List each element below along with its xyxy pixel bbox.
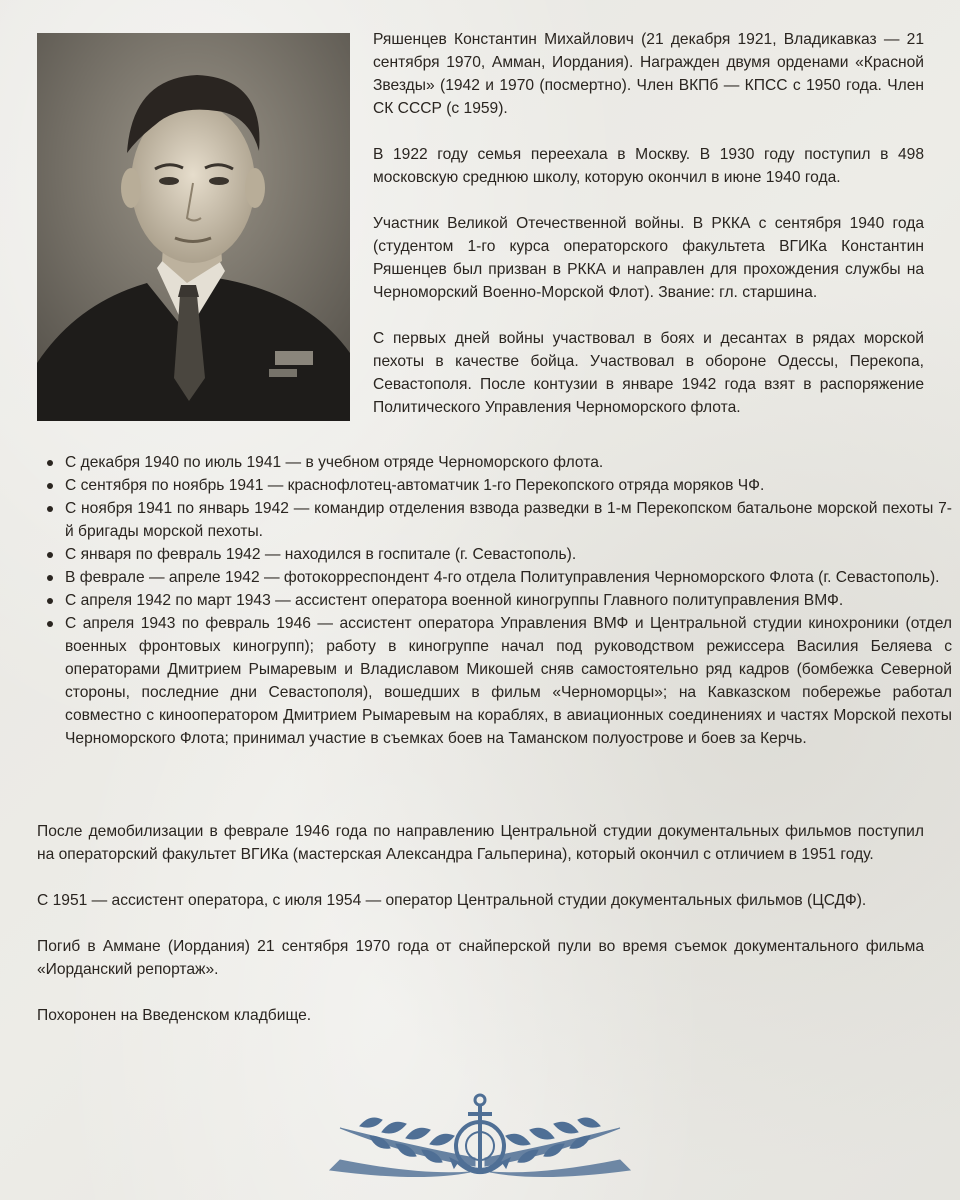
list-item: С ноября 1941 по январь 1942 — командир отделения взвода разведки в 1-м Перекопском батальоне морской пехоты 7-й бригады морской пехоты. [65, 497, 952, 543]
list-item: С апреля 1943 по февраль 1946 — ассистент оператора Управления ВМФ и Центральной студии кинохроники (отдел военных фронтовых киногрупп); работу в киногруппе начал под руководством режиссера Василия Беляева с операторами Дмитрием Рымаревым и Владиславом Микошей сняв самостоятельно ряд кадров (бомбежка Северной стороны, последние дни Севастополя), вошедших в фильм «Черноморцы»; на Кавказском побережье работал совместно с кинооператором Дмитрием Рымаревым на кораблях, в авиационных соединениях и частях Морской пехоты Черноморского Флота; принимал участие в съемках боев на Таманском полуострове и боев за Керчь. [65, 612, 952, 750]
service-list [37, 451, 952, 750]
closing-paragraph: Похоронен на Введенском кладбище. [37, 1007, 312, 1024]
list-item: С января по февраль 1942 — находился в госпитале (г. Севастополь). [65, 543, 952, 566]
list-item: С сентября по ноябрь 1941 — краснофлотец-автоматчик 1-го Перекопского отряда моряков ЧФ. [65, 474, 952, 497]
naval-anchor-laurel-ornament-icon [300, 1088, 660, 1184]
intro-paragraph: Участник Великой Отечественной войны. В РККА с сентября 1940 года (студентом 1-го курса операторского факультета ВГИКа Константин Ряшенцев был призван в РККА и направлен для прохождения службы на Черноморский Военно-Морской Флот). Звание: гл. старшина. [373, 215, 924, 301]
intro-text [373, 28, 924, 442]
portrait-image [37, 33, 350, 421]
closing-paragraph: Погиб в Аммане (Иордания) 21 сентября 1970 года от снайперской пули во время съемок документального фильма «Иорданский репортаж». [37, 938, 924, 978]
intro-paragraph: Ряшенцев Константин Михайлович (21 декабря 1921, Владикавказ — 21 сентября 1970, Амман, Иордания). Награжден двумя орденами «Красной Звезды» (1942 и 1970 (посмертно). Член ВКПб — КПСС с 1950 года. Член СК СССР (с 1959). [373, 31, 924, 117]
portrait-photo [37, 33, 350, 421]
closing-paragraph: С 1951 — ассистент оператора, с июля 1954 — оператор Центральной студии документальных фильмов (ЦСДФ). [37, 892, 867, 909]
intro-paragraph: С первых дней войны участвовал в боях и десантах в рядах морской пехоты в качестве бойца. Участвовал в обороне Одессы, Перекопа, Севастополя. После контузии в январе 1942 года взят в распоряжение Политического Управления Черноморского флота. [373, 330, 924, 416]
list-item: С апреля 1942 по март 1943 — ассистент оператора военной киногруппы Главного политуправления ВМФ. [65, 589, 952, 612]
closing-text [37, 820, 924, 1050]
closing-paragraph: После демобилизации в феврале 1946 года по направлению Центральной студии документальных фильмов поступил на операторский факультет ВГИКа (мастерская Александра Гальперина), который окончил с отличием в 1951 году. [37, 823, 924, 863]
intro-paragraph: В 1922 году семья переехала в Москву. В 1930 году поступил в 498 московскую среднюю школу, которую окончил в июне 1940 года. [373, 146, 924, 186]
list-item: С декабря 1940 по июль 1941 — в учебном отряде Черноморского флота. [65, 451, 952, 474]
list-item: В феврале — апреле 1942 — фотокорреспондент 4-го отдела Политуправления Черноморского Флота (г. Севастополь). [65, 566, 952, 589]
